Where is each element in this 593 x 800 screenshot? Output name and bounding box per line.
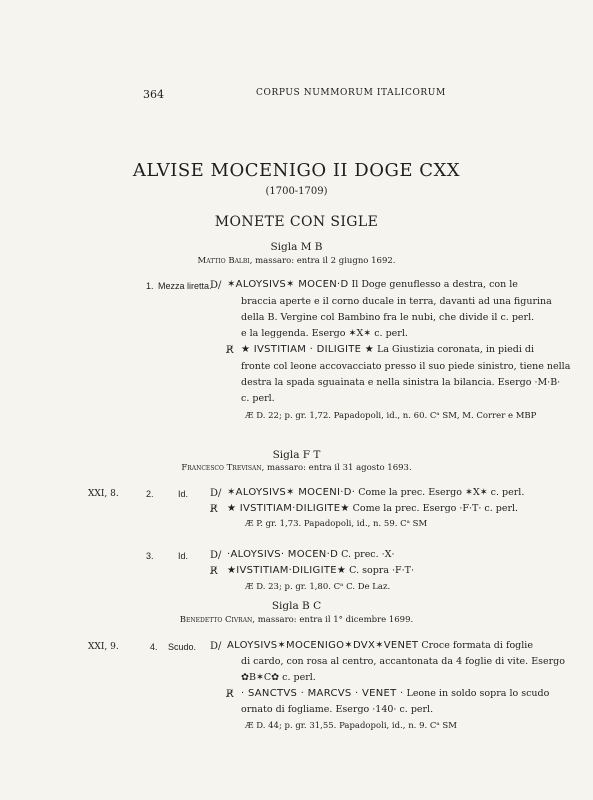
obverse-line: braccia aperte e il corno ducale in terra, davanti ad una figurina: [241, 296, 552, 307]
obverse-line: [227, 640, 533, 651]
obverse-legend: ✶ALOYSIVS✶ MOCENI·D·: [227, 487, 356, 498]
obverse-symbol: D/: [210, 488, 222, 499]
obverse-line: e la leggenda. Esergo ✶X✶ c. perl.: [241, 328, 408, 339]
reverse-line: [241, 688, 549, 699]
sigla-heading: Sigla F T: [272, 449, 321, 461]
reverse-legend: ★ IVSTITIAM·DILIGITE★: [227, 503, 350, 514]
massaro-details: , massaro: entra il 31 agosto 1693.: [261, 463, 412, 473]
reverse-line: [227, 503, 518, 514]
obverse-line: ✿B✶C✿ c. perl.: [241, 672, 316, 683]
coin-metrics: Æ D. 22; p. gr. 1,72. Papadopoli, id., n. 60. Cᵃ SM, M. Correr e MBP: [245, 411, 537, 421]
massaro-details: , massaro: entra il 1° dicembre 1699.: [252, 615, 414, 625]
obverse-text: Il Doge genuflesso a destra, con le: [348, 279, 518, 290]
coin-denomination: Id.: [178, 489, 189, 499]
reign-dates: (1700-1709): [265, 186, 328, 197]
reverse-symbol: R̸: [226, 689, 234, 700]
reverse-symbol: R̸: [210, 566, 218, 577]
reverse-text: Come la prec. Esergo ·F·T· c. perl.: [349, 503, 519, 514]
doge-title: ALVISE MOCENIGO II DOGE CXX: [132, 160, 461, 181]
entry-number: 1.: [146, 281, 154, 291]
obverse-line: [227, 487, 524, 498]
section-heading: MONETE CON SIGLE: [214, 214, 379, 230]
reverse-legend: · SANCTVS · MARCVS · VENET ·: [241, 688, 404, 699]
entry-number: 3.: [146, 551, 154, 561]
obverse-legend: ·ALOYSIVS· MOCEN·D: [227, 549, 339, 560]
coin-metrics: Æ D. 44; p. gr. 31,55. Papadopoli, id., n. 9. Cᵃ SM: [245, 721, 457, 731]
reverse-legend: ★ IVSTITIAM · DILIGITE ★: [241, 344, 375, 355]
plate-reference: XXI, 8.: [88, 489, 119, 499]
reverse-line: c. perl.: [241, 393, 275, 404]
reverse-text: La Giustizia coronata, in piedi di: [374, 344, 535, 355]
massaro-line: [0, 256, 593, 266]
reverse-line: destra la spada sguainata e nella sinistra la bilancia. Esergo ·M·B·: [241, 377, 561, 388]
massaro-name: Francesco Trevisan: [181, 463, 262, 473]
obverse-symbol: D/: [210, 550, 222, 561]
reverse-text: Leone in soldo sopra lo scudo: [403, 688, 550, 699]
obverse-symbol: D/: [210, 641, 222, 652]
entry-number: 4.: [150, 642, 158, 652]
coin-denomination: Mezza liretta.: [158, 281, 212, 291]
coin-denomination: Scudo.: [168, 642, 197, 652]
massaro-name: Benedetto Civran: [179, 615, 253, 625]
reverse-line: fronte col leone accovacciato presso il suo piede sinistro, tiene nella: [241, 361, 571, 372]
reverse-text: C. sopra ·F·T·: [346, 565, 415, 576]
reverse-symbol: R̸: [210, 504, 218, 515]
obverse-text: Croce formata di foglie: [418, 640, 533, 651]
obverse-legend: ALOYSIVS✶MOCENIGO✶DVX✶VENET: [227, 640, 419, 651]
reverse-line: ornato di fogliame. Esergo ·140· c. perl.: [241, 704, 434, 715]
reverse-line: [241, 344, 534, 355]
obverse-text: Come la prec. Esergo ✶X✶ c. perl.: [355, 487, 525, 498]
coin-metrics: Æ P. gr. 1,73. Papadopoli, id., n. 59. Cᵃ SM: [245, 519, 428, 529]
massaro-line: [0, 463, 593, 473]
massaro-name: Mattio Balbi: [197, 256, 250, 266]
massaro-line: [0, 615, 593, 625]
obverse-legend: ✶ALOYSIVS✶ MOCEN·D: [227, 279, 349, 290]
reverse-legend: ★IVSTITIAM·DILIGITE★: [227, 565, 347, 576]
reverse-line: [227, 565, 414, 576]
sigla-heading: Sigla M B: [270, 241, 323, 253]
coin-denomination: Id.: [178, 551, 189, 561]
coin-metrics: Æ D. 23; p. gr. 1,80. Cᵃ C. De Laz.: [245, 582, 391, 592]
obverse-line: [227, 279, 518, 290]
sigla-heading: Sigla B C: [271, 600, 322, 612]
page-number: 364: [143, 88, 164, 101]
obverse-line: [227, 549, 394, 560]
plate-reference: XXI, 9.: [88, 642, 119, 652]
reverse-symbol: R̸: [226, 345, 234, 356]
obverse-symbol: D/: [210, 280, 222, 291]
running-title: CORPUS NUMMORUM ITALICORUM: [256, 88, 446, 98]
obverse-line: di cardo, con rosa al centro, accantonata da 4 foglie di vite. Esergo: [241, 656, 565, 667]
entry-number: 2.: [146, 489, 154, 499]
obverse-text: C. prec. ·X·: [338, 549, 395, 560]
obverse-line: della B. Vergine col Bambino fra le nubi, che divide il c. perl.: [241, 312, 535, 323]
massaro-details: , massaro: entra il 2 giugno 1692.: [249, 256, 396, 266]
